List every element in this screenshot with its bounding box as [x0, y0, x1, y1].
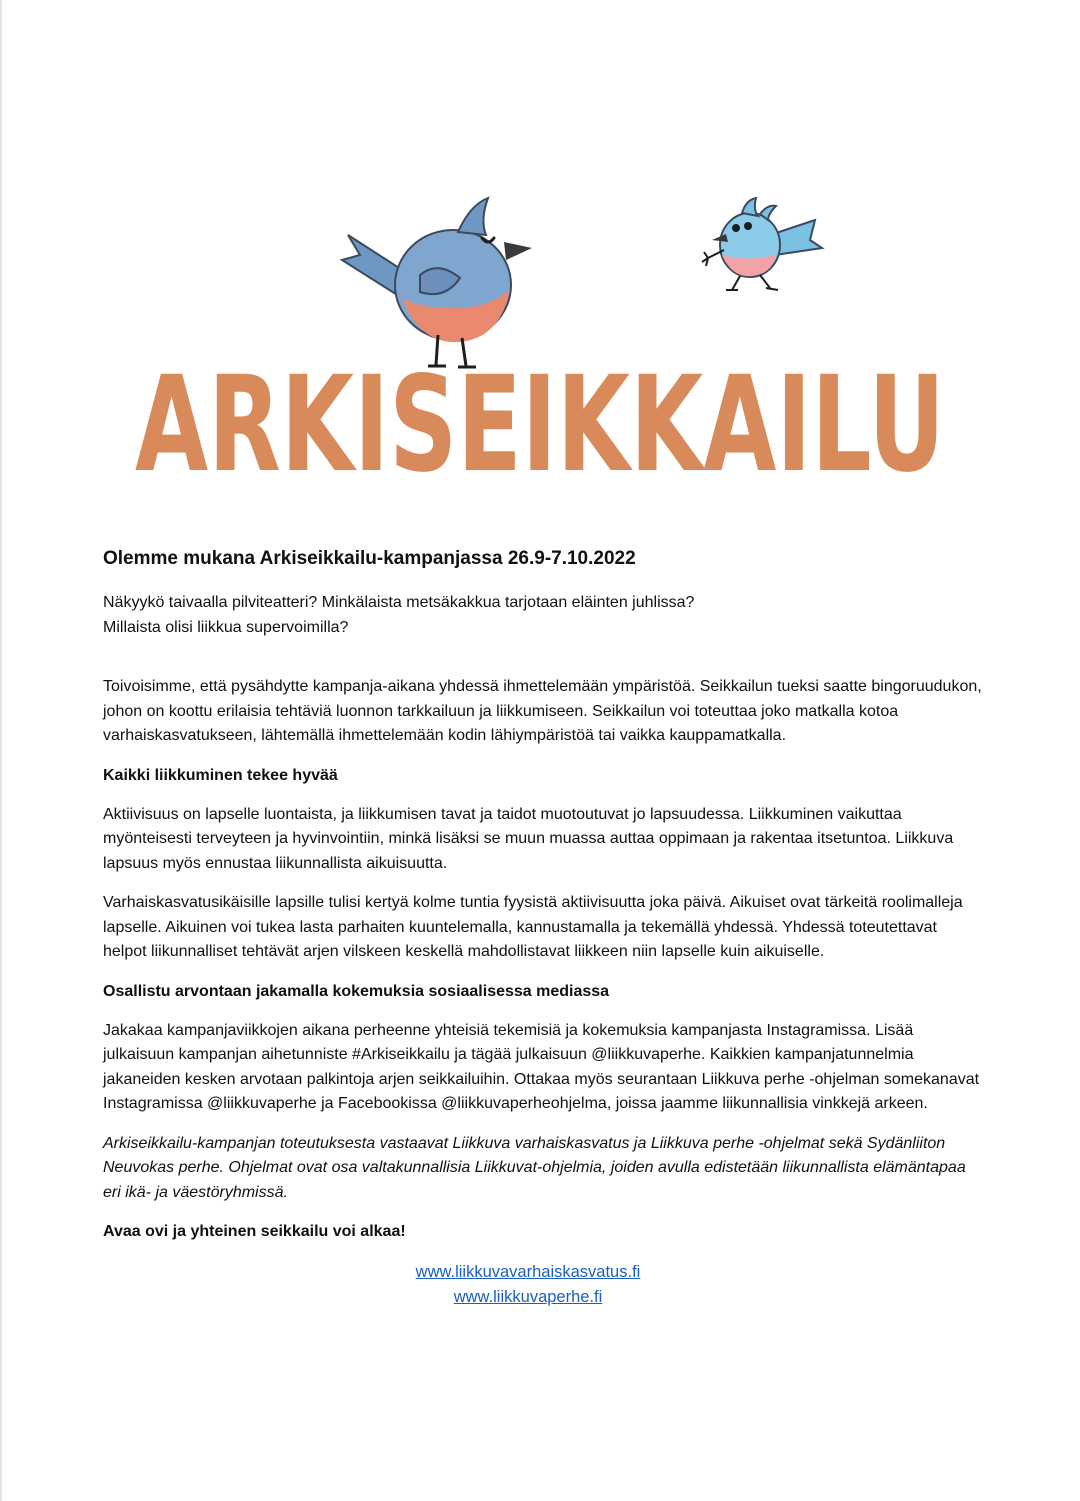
arkiseikkailu-logo: [120, 180, 960, 500]
page-title: Olemme mukana Arkiseikkailu-kampanjassa 26.9-7.10.2022: [103, 548, 636, 569]
section-heading-raffle: Osallistu arvontaan jakamalla kokemuksia sosiaalisessa mediassa: [103, 982, 610, 1000]
closing-line: Avaa ovi ja yhteinen seikkailu voi alkaa!: [103, 1223, 406, 1240]
small-bird-illustration: [702, 198, 822, 290]
organizers-note: Arkiseikkailu-kampanjan toteutuksesta vastaavat Liikkuva varhaiskasvatus ja Liikkuva perhe -ohjelmat sekä Sydänliiton Neuvokas perhe. Ohjelmat ovat osa valtakunnallisia Liikkuvat-ohjelmia, joiden avulla edistetään liikunnallista elämäntapaa eri ikä- ja väestöryhmissä.: [103, 1134, 966, 1201]
campaign-paragraph: Toivoisimme, että pysähdytte kampanja-aikana yhdessä ihmettelemään ympäristöä. Seikkailun tueksi saatte bingoruudukon, johon on koottu erilaisia tehtäviä luonnon tarkkailuun ja liikkumiseen. Seikkailun voi toteuttaa joko matkalla kotoa varhaiskasvatukseen, lähtemällä ihmettelemään kodin lähiympäristöä tai vaikka kauppamatkalla.: [103, 678, 982, 744]
link-liikkuvaperhe[interactable]: www.liikkuvaperhe.fi: [453, 1287, 603, 1306]
logo-wordmark: ARKISEIKKAILU: [135, 348, 945, 500]
intro-paragraph: [103, 591, 983, 640]
website-links: [88, 1260, 968, 1310]
movement-paragraph-1: Aktiivisuus on lapselle luontaista, ja liikkumisen tavat ja taidot muotoutuvat jo lapsuudessa. Liikkuminen vaikuttaa myönteisesti terveyteen ja hyvinvointiin, minkä lisäksi se muun muassa auttaa oppimaan ja rakentaa itsetuntoa. Liikkuva lapsuus myös ennustaa liikunnallista aikuisuutta.: [103, 805, 954, 872]
movement-paragraph-2: Varhaiskasvatusikäisille lapsille tulisi kertyä kolme tuntia fyysistä aktiivisuutta joka päivä. Aikuiset ovat tärkeitä roolimalleja lapselle. Aikuinen voi tukea lasta parhaiten kuuntelemalla, kannustamalla ja tekemällä yhdessä. Yhdessä toteutettavat helpot liikunnalliset tehtävät arjen vilskeen keskellä mahdollistavat liikkeen niin lapselle kuin aikuiselle.: [103, 894, 963, 960]
page-edge: [0, 0, 2, 1501]
intro-line-1: Näkyykö taivaalla pilviteatteri? Minkälaista metsäkakkua tarjotaan eläinten juhlissa?: [103, 594, 695, 611]
intro-line-2: Millaista olisi liikkua supervoimilla?: [103, 618, 349, 636]
section-heading-movement: Kaikki liikkuminen tekee hyvää: [103, 766, 338, 784]
link-liikkuvavarhaiskasvatus[interactable]: www.liikkuvavarhaiskasvatus.fi: [415, 1262, 641, 1281]
raffle-paragraph: Jakakaa kampanjaviikkojen aikana perheenne yhteisiä tekemisiä ja kokemuksia kampanjasta Instagramissa. Lisää julkaisuun kampanjan aihetunniste #Arkiseikkailu ja tägää julkaisuun @liikkuvaperhe. Kaikkien kampanjatunnelmia jakaneiden kesken arvotaan palkintoja arjen seikkailuihin. Ottakaa myös seurantaan Liikkuva perhe -ohjelman somekanavat Instagramissa @liikkuvaperhe ja Facebookissa @liikkuvaperheohjelma, joissa jaamme liikunnallisia vinkkejä arkeen.: [103, 1021, 980, 1112]
document-body: [103, 548, 983, 1310]
big-bird-illustration: [342, 198, 532, 367]
